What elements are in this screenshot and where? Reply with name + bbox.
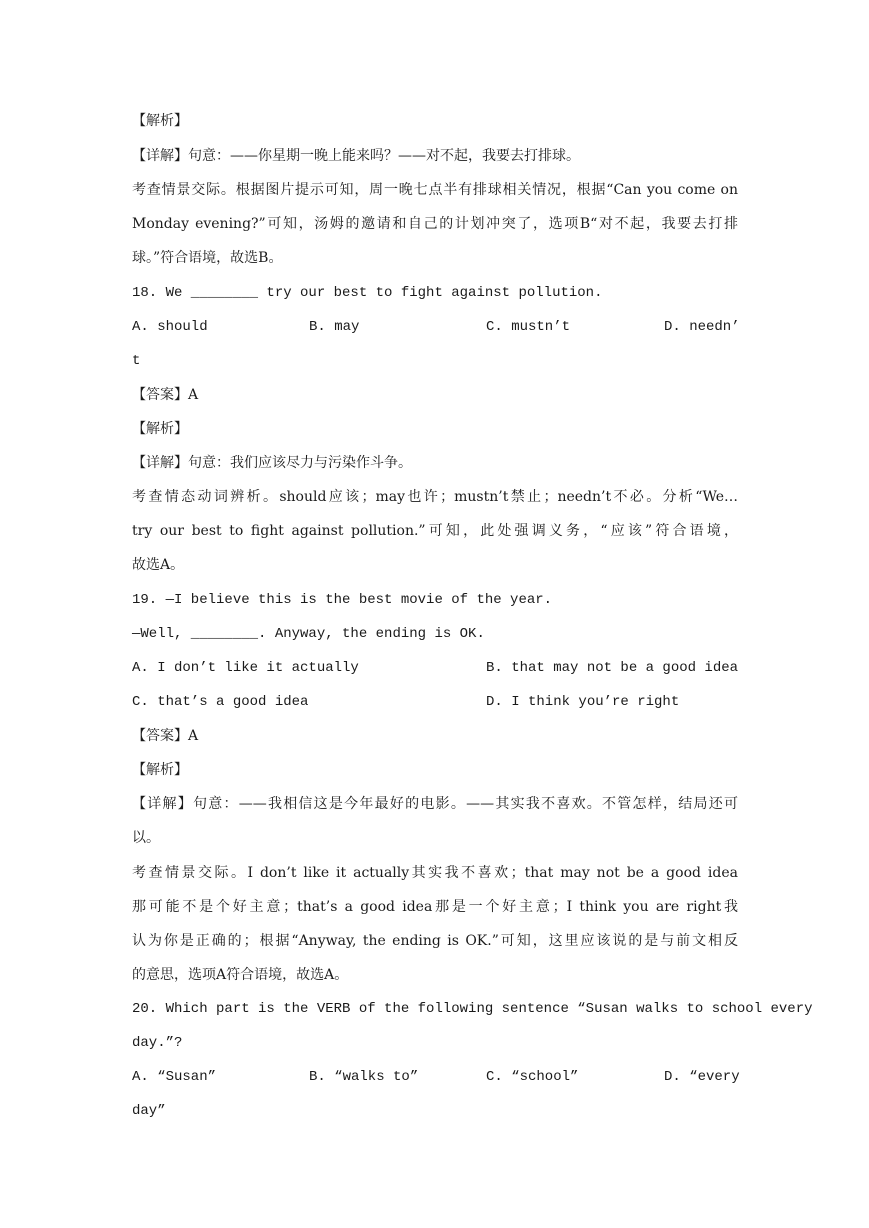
analysis-label: 【解析】 xyxy=(132,762,188,778)
option-d-wrap: t xyxy=(132,353,141,369)
question-stem: 18. We ________ try our best to fight against pollution. xyxy=(132,285,603,301)
option-d: D. needn’ xyxy=(664,319,740,335)
option-c: C. mustn’t xyxy=(486,319,571,335)
explanation-text: 考查情景交际。I don’t like it actually其实我不喜欢；that may not be a good idea xyxy=(132,865,738,881)
question-stem: 20. Which part is the VERB of the following sentence “Susan walks to school every xyxy=(132,1001,813,1017)
option-d: D. “every xyxy=(664,1069,740,1085)
option-a: A. “Susan” xyxy=(132,1069,217,1085)
analysis-label: 【解析】 xyxy=(132,113,188,129)
explanation-text: 球。”符合语境，故选B。 xyxy=(132,250,283,266)
explanation-text: 那可能不是个好主意；that’s a good idea那是一个好主意；I think you are right我 xyxy=(132,899,738,915)
explanation-text: Monday evening?”可知，汤姆的邀请和自己的计划冲突了，选项B“对不起，我要去打排 xyxy=(132,216,738,232)
option-d: D. I think you’re right xyxy=(486,694,680,710)
option-d-wrap: day” xyxy=(132,1103,166,1119)
option-a: A. I don’t like it actually xyxy=(132,660,359,676)
explanation-text: 考查情景交际。根据图片提示可知，周一晚七点半有排球相关情况，根据“Can you come on xyxy=(132,182,738,198)
answer-label: 【答案】A xyxy=(132,387,199,403)
detail-text: 【详解】句意：我们应该尽力与污染作斗争。 xyxy=(132,455,412,471)
explanation-text: 考查情态动词辨析。should应该；may也许；mustn’t禁止；needn’t不必。分析“We… xyxy=(132,489,738,505)
option-c: C. that’s a good idea xyxy=(132,694,309,710)
question-stem: —Well, ________. Anyway, the ending is OK. xyxy=(132,626,485,642)
detail-text: 以。 xyxy=(132,830,160,846)
explanation-text: 认为你是正确的；根据“Anyway, the ending is OK.”可知，这里应该说的是与前文相反 xyxy=(132,933,738,949)
detail-text: 【详解】句意：——我相信这是今年最好的电影。——其实我不喜欢。不管怎样，结局还可 xyxy=(132,796,738,812)
detail-text: 【详解】句意：——你星期一晚上能来吗？——对不起，我要去打排球。 xyxy=(132,148,580,164)
option-b: B. that may not be a good idea xyxy=(486,660,739,676)
option-c: C. “school” xyxy=(486,1069,579,1085)
option-b: B. “walks to” xyxy=(309,1069,419,1085)
option-a: A. should xyxy=(132,319,208,335)
option-b: B. may xyxy=(309,319,360,335)
question-stem: day.”? xyxy=(132,1035,183,1051)
explanation-text: 故选A。 xyxy=(132,557,185,573)
question-stem: 19. —I believe this is the best movie of the year. xyxy=(132,592,553,608)
answer-label: 【答案】A xyxy=(132,728,199,744)
analysis-label: 【解析】 xyxy=(132,421,188,437)
explanation-text: 的意思，选项A符合语境，故选A。 xyxy=(132,967,349,983)
explanation-text: try our best to fight against pollution.”可知，此处强调义务，“应该”符合语境， xyxy=(132,523,738,539)
